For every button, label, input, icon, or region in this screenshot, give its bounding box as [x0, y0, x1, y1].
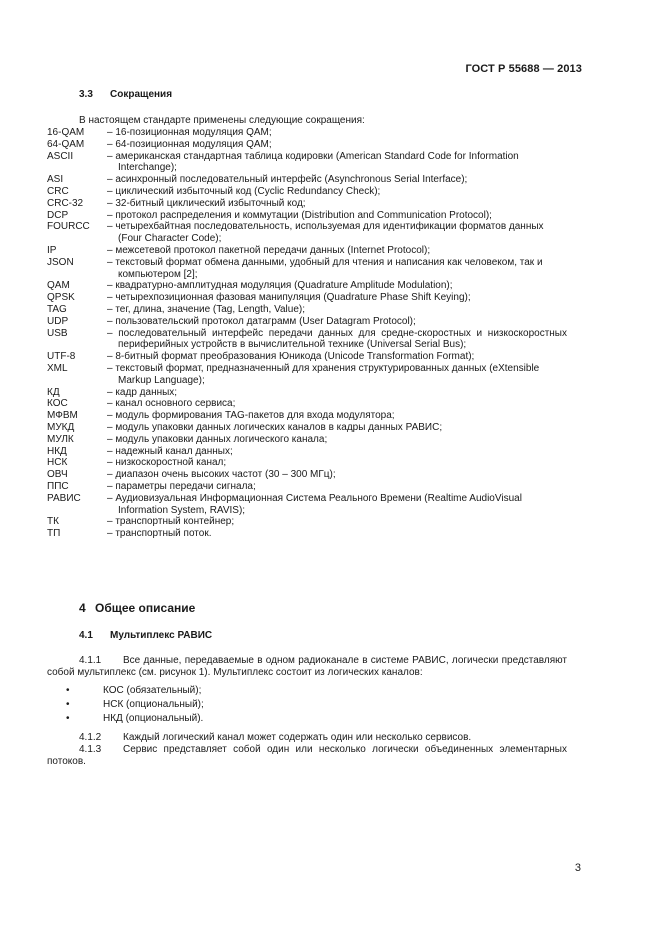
abbreviation-row	[47, 174, 567, 186]
abbreviation-term: UTF-8	[47, 351, 76, 363]
document-code: ГОСТ Р 55688 — 2013	[465, 63, 582, 75]
abbreviation-term: 16-QAM	[47, 127, 85, 138]
abbreviation-row	[47, 422, 567, 434]
abbreviation-term: USB	[47, 327, 68, 339]
section-heading-3-3	[79, 89, 172, 100]
abbreviation-term: КОС	[47, 398, 68, 410]
section-heading-4	[79, 601, 195, 615]
abbreviations-list	[47, 127, 567, 540]
abbreviation-term: 64-QAM	[47, 138, 85, 150]
abbreviation-row	[47, 493, 567, 517]
abbreviation-term: CRC-32	[47, 197, 84, 209]
abbreviation-row	[47, 139, 567, 151]
abbreviation-row	[47, 351, 567, 363]
paragraph-4-1-2	[47, 732, 567, 744]
abbreviation-term: МУКД	[47, 421, 75, 433]
abbreviation-definition: – межсетевой протокол пакетной передачи данных (Internet Protocol);	[107, 244, 431, 256]
abbreviation-definition: – асинхронный последовательный интерфейс (Asynchronous Serial Interface);	[107, 174, 468, 186]
abbreviation-term: UDP	[47, 315, 69, 327]
abbreviation-definition: – Аудиовизуальная Информационная Система Реального Времени (Realtime AudioVisual Information System, RAVIS);	[107, 492, 522, 516]
abbreviation-term: ТП	[47, 528, 61, 540]
abbreviation-definition: – американская стандартная таблица кодировки (American Standard Code for Information Interchange);	[107, 150, 519, 174]
abbreviation-definition: – диапазон очень высоких частот (30 – 300 МГц);	[107, 469, 336, 481]
abbreviation-definition: – текстовый формат обмена данными, удобный для чтения и написания как человеком, так и компьютером [2];	[107, 256, 543, 280]
abbreviation-row	[47, 469, 567, 481]
paragraph-number: 4.1.3	[79, 744, 102, 755]
abbreviation-definition: – модуль упаковки данных логического канала;	[107, 433, 328, 445]
paragraph-text: Каждый логический канал может содержать один или несколько сервисов.	[123, 732, 472, 743]
abbreviation-term: CRC	[47, 185, 69, 197]
abbreviation-term: РАВИС	[47, 492, 81, 504]
section-title: Мультиплекс РАВИС	[110, 630, 213, 641]
abbreviation-term: FOURCC	[47, 221, 90, 233]
abbreviation-term: МФВМ	[47, 410, 78, 422]
abbreviation-definition: – текстовый формат, предназначенный для хранения структурированных данных (eXtensible Markup Language);	[107, 362, 540, 386]
abbreviation-row	[47, 387, 567, 399]
abbreviation-term: КД	[47, 386, 60, 398]
abbreviation-definition: – циклический избыточный код (Cyclic Redundancy Check);	[107, 185, 381, 197]
abbreviation-definition: – последовательный интерфейс передачи данных для средне-скоростных и низкоскоростных периферийных устройств в вычислительной технике (Universal Serial Bus);	[107, 327, 567, 351]
abbreviation-row	[47, 186, 567, 198]
list-item	[66, 712, 204, 726]
abbreviation-definition: – четырехпозиционная фазовая манипуляция (Quadrature Phase Shift Keying);	[107, 292, 471, 304]
abbreviation-definition: – канал основного сервиса;	[107, 398, 236, 410]
abbreviation-definition: – 8-битный формат преобразования Юникода (Unicode Transformation Format);	[107, 351, 475, 363]
abbreviations-intro: В настоящем стандарте применены следующие сокращения:	[79, 115, 365, 126]
list-item-text: НСК (опциональный);	[103, 699, 204, 710]
list-item	[66, 698, 204, 712]
abbreviation-term: ОВЧ	[47, 469, 68, 481]
abbreviation-definition: – транспортный поток.	[107, 528, 212, 540]
paragraph-number: 4.1.2	[79, 732, 102, 743]
abbreviation-row	[47, 410, 567, 422]
abbreviation-definition: – кадр данных;	[107, 386, 178, 398]
abbreviation-term: XML	[47, 362, 68, 374]
abbreviation-term: МУЛК	[47, 433, 74, 445]
bullet-icon: •	[66, 699, 70, 710]
abbreviation-definition: – пользовательский протокол датаграмм (User Datagram Protocol);	[107, 315, 416, 327]
abbreviation-definition: – протокол распределения и коммутации (Distribution and Communication Protocol);	[107, 209, 492, 221]
abbreviation-definition: – 16-позиционная модуляция QAM;	[107, 127, 272, 138]
paragraph-text: Все данные, передаваемые в одном радиоканале в системе РАВИС, логически представляют собой мультиплекс (см. рисунок 1). Мультиплекс состоит из логических каналов:	[47, 655, 567, 678]
bullet-icon: •	[66, 685, 70, 696]
abbreviation-term: ASCII	[47, 150, 74, 162]
abbreviation-definition: – четырехбайтная последовательность, используемая для идентификации форматов данных (Four Character Code);	[107, 221, 544, 245]
abbreviation-row	[47, 316, 567, 328]
abbreviation-definition: – транспортный контейнер;	[107, 516, 235, 528]
paragraph-number: 4.1.1	[79, 655, 102, 666]
section-title: Сокращения	[110, 89, 173, 100]
abbreviation-row	[47, 210, 567, 222]
abbreviation-row	[47, 446, 567, 458]
abbreviation-term: ТК	[47, 516, 59, 528]
abbreviation-term: ППС	[47, 480, 69, 492]
abbreviation-row	[47, 398, 567, 410]
abbreviation-term: JSON	[47, 256, 74, 268]
abbreviation-definition: – квадратурно-амплитудная модуляция (Quadrature Amplitude Modulation);	[107, 280, 453, 292]
abbreviation-term: НКД	[47, 445, 67, 457]
list-item-text: КОС (обязательный);	[103, 685, 202, 696]
abbreviation-definition: – модуль формирования TAG-пакетов для входа модулятора;	[107, 410, 395, 422]
abbreviation-row	[47, 363, 567, 387]
abbreviation-row	[47, 328, 567, 352]
abbreviation-definition: – 32-битный циклический избыточный код;	[107, 197, 306, 209]
abbreviation-row	[47, 481, 567, 493]
abbreviation-term: QPSK	[47, 292, 75, 304]
abbreviation-row	[47, 528, 567, 540]
abbreviation-row	[47, 257, 567, 281]
abbreviation-row	[47, 221, 567, 245]
abbreviation-term: НСК	[47, 457, 68, 469]
abbreviation-definition: – тег, длина, значение (Tag, Length, Value);	[107, 303, 306, 315]
abbreviation-term: IP	[47, 244, 57, 256]
logical-channels-list	[66, 684, 204, 726]
page-number: 3	[574, 862, 581, 874]
section-number: 4.1	[79, 630, 93, 641]
section-title: Общее описание	[95, 601, 196, 615]
bullet-icon: •	[66, 713, 70, 724]
abbreviation-row	[47, 304, 567, 316]
abbreviation-definition: – надежный канал данных;	[107, 445, 233, 457]
abbreviation-row	[47, 127, 567, 139]
paragraph-4-1-1	[47, 655, 567, 679]
section-number: 3.3	[79, 89, 93, 100]
abbreviation-definition: – параметры передачи сигнала;	[107, 480, 256, 492]
abbreviation-definition: – 64-позиционная модуляция QAM;	[107, 138, 272, 150]
abbreviation-term: DCP	[47, 209, 69, 221]
list-item	[66, 684, 204, 698]
section-number: 4	[79, 601, 86, 615]
abbreviation-row	[47, 292, 567, 304]
abbreviation-row	[47, 516, 567, 528]
paragraph-text: Сервис представляет собой один или несколько логически объединенных элементарных потоков.	[47, 744, 567, 767]
abbreviation-term: QAM	[47, 280, 70, 292]
section-heading-4-1	[79, 630, 212, 641]
abbreviation-definition: – модуль упаковки данных логических каналов в кадры данных РАВИС;	[107, 421, 443, 433]
abbreviation-term: ASI	[47, 174, 64, 186]
abbreviation-row	[47, 434, 567, 446]
abbreviation-row	[47, 457, 567, 469]
abbreviation-term: TAG	[47, 303, 67, 315]
abbreviation-row	[47, 151, 567, 175]
abbreviation-row	[47, 245, 567, 257]
abbreviation-row	[47, 280, 567, 292]
abbreviation-definition: – низкоскоростной канал;	[107, 457, 227, 469]
paragraph-4-1-3	[47, 744, 567, 768]
list-item-text: НКД (опциональный).	[103, 713, 204, 724]
abbreviation-row	[47, 198, 567, 210]
